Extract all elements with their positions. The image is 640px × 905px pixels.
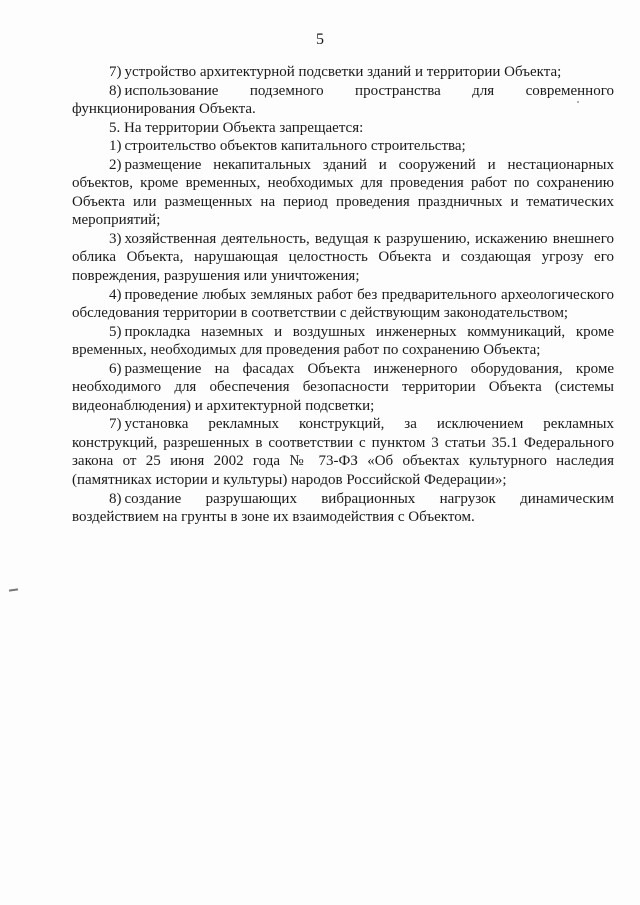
paragraph-item-7-lighting xyxy=(72,63,614,82)
paragraph-item-8-vibration xyxy=(72,490,614,527)
paragraph-text: размещение некапитальных зданий и сооружений и нестационарных объектов, кроме временных, необходимых для проведения работ по сохранению Объекта или размещенных на период проведения праздничных и тематических мероприятий; xyxy=(72,156,614,229)
paragraph-item-6-facade-equipment xyxy=(72,360,614,416)
paragraph-text: создание разрушающих вибрационных нагрузок динамическим воздействием на грунты в зоне их взаимодействия с Объектом. xyxy=(72,490,614,526)
paragraph-item-1-construction xyxy=(72,137,614,156)
paragraph-item-8-underground xyxy=(72,82,614,119)
item-number: 4) xyxy=(109,286,122,303)
section-heading-prohibited xyxy=(72,119,614,138)
page-number: 5 xyxy=(316,31,324,48)
scan-speck xyxy=(577,101,579,103)
item-number: 7) xyxy=(109,416,122,433)
item-number: 8) xyxy=(109,82,122,99)
paragraph-item-2-temporary-buildings xyxy=(72,156,614,230)
item-number: 5) xyxy=(109,323,122,340)
item-number: 2) xyxy=(109,156,122,173)
item-number: 1) xyxy=(109,138,122,155)
paragraph-text: 5. На территории Объекта запрещается: xyxy=(109,119,364,136)
paragraph-text: использование подземного пространства для современного функционирования Объекта. xyxy=(72,82,614,118)
paragraph-item-4-earthworks xyxy=(72,286,614,323)
paragraph-text: установка рекламных конструкций, за исключением рекламных конструкций, разрешенных в соответствии с пунктом 3 статьи 35.1 Федерального закона от 25 июня 2002 года № 73-ФЗ «Об объектах культурного наследия (памятниках истории и культуры) народов Российской Федерации»; xyxy=(72,416,614,489)
paragraph-text: размещение на фасадах Объекта инженерного оборудования, кроме необходимого для обеспечения безопасности территории Объекта (системы видеонаблюдения) и архитектурной подсветки; xyxy=(72,360,614,414)
item-number: 7) xyxy=(109,64,122,80)
document-body xyxy=(72,63,614,527)
paragraph-item-3-economic-activity xyxy=(72,230,614,286)
paragraph-text: строительство объектов капитального строительства; xyxy=(124,138,466,155)
paragraph-item-5-utilities xyxy=(72,323,614,360)
item-number: 8) xyxy=(109,490,122,507)
paragraph-text: прокладка наземных и воздушных инженерных коммуникаций, кроме временных, необходимых для проведения работ по сохранению Объекта; xyxy=(72,323,614,359)
paragraph-text: устройство архитектурной подсветки зданий и территории Объекта; xyxy=(124,64,562,80)
paragraph-item-7-advertising xyxy=(72,415,614,489)
paragraph-text: хозяйственная деятельность, ведущая к разрушению, искажению внешнего облика Объекта, нарушающая целостность Объекта и создающая угрозу его повреждения, разрушения или уничтожения; xyxy=(72,230,614,285)
item-number: 6) xyxy=(109,360,122,377)
paragraph-text: проведение любых земляных работ без предварительного археологического обследования территории в соответствии с действующим законодательством; xyxy=(72,286,614,322)
scan-margin-mark xyxy=(9,588,18,591)
item-number: 3) xyxy=(109,230,122,247)
